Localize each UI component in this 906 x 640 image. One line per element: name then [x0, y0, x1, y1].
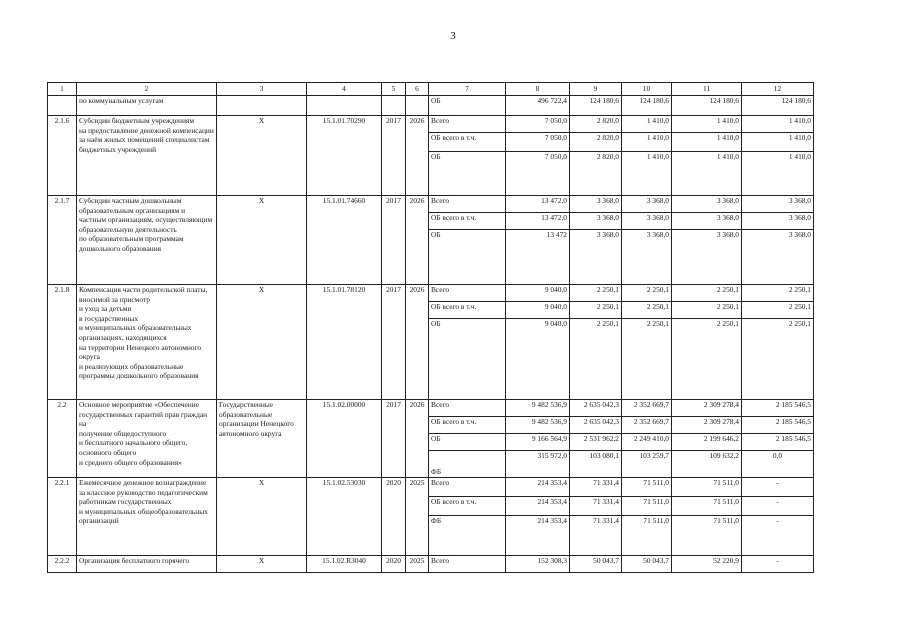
row-number: 2.2.1: [48, 478, 77, 556]
amount-year: 1 410,0: [622, 116, 672, 133]
amount-year: 52 220,9: [672, 556, 742, 573]
amount-year: 124 180,6: [672, 96, 742, 116]
funding-source: ФБ: [429, 516, 506, 556]
amount-total: 9 040,0: [506, 302, 570, 319]
amount-year: 71 511,0: [672, 478, 742, 497]
amount-year: 2 309 278,4: [672, 417, 742, 434]
table-row: [48, 196, 814, 213]
amount-year: 2 199 646,2: [672, 434, 742, 451]
amount-year: 2 250,1: [672, 302, 742, 319]
amount-total: 214 353,4: [506, 478, 570, 497]
amount-total: 9 482 536,9: [506, 417, 570, 434]
executor-cell: Х: [217, 285, 307, 400]
amount-year: 3 368,0: [622, 213, 672, 230]
budget-code: 15.1.02.R3040: [307, 556, 382, 573]
funding-source: ОБ всего в т.ч.: [429, 213, 506, 230]
amount-year: 2 250,1: [570, 302, 622, 319]
budget-code: 15.1.01.70290: [307, 116, 382, 196]
row-number: 2.1.8: [48, 285, 77, 400]
row-number-cell: [48, 96, 77, 116]
amount-year: 1 410,0: [622, 152, 672, 196]
funding-source: ФБ: [429, 451, 506, 478]
amount-year: 3 368,0: [570, 230, 622, 285]
column-header: 2: [77, 83, 217, 96]
amount-total: 152 308,3: [506, 556, 570, 573]
amount-year: 2 250,1: [622, 319, 672, 400]
amount-year: 71 331,4: [570, 516, 622, 556]
end-year: 2025: [406, 478, 429, 556]
amount-year: 2 185 546,5: [742, 417, 814, 434]
amount-year: 1 410,0: [672, 152, 742, 196]
amount-total: 315 972,0: [506, 451, 570, 478]
funding-source: ОБ всего в т.ч.: [429, 133, 506, 152]
executor-cell: Х: [217, 116, 307, 196]
amount-total: 9 482 536,9: [506, 400, 570, 417]
amount-year: 2 635 042,3: [570, 417, 622, 434]
amount-year: 2 250,1: [672, 319, 742, 400]
amount-year: 2 309 278,4: [672, 400, 742, 417]
amount-year: 1 410,0: [742, 133, 814, 152]
row-description: Основное мероприятие «Обеспечение государственных гарантий прав граждан на получение общедоступного и бесплатного начального общего, основного общего и среднего общего образования»: [77, 400, 217, 478]
amount-year: 1 410,0: [672, 116, 742, 133]
amount-year: 124 180,6: [742, 96, 814, 116]
amount-total: 9 040,0: [506, 285, 570, 302]
amount-year: -: [742, 556, 814, 573]
amount-year: -: [742, 516, 814, 556]
row-number: 2.2: [48, 400, 77, 478]
executor-cell: Х: [217, 196, 307, 285]
end-year: 2026: [406, 196, 429, 285]
amount-year: 3 368,0: [672, 196, 742, 213]
amount-year: 1 410,0: [672, 133, 742, 152]
start-year: 2017: [382, 400, 406, 478]
table-row: [48, 116, 814, 133]
row-description: по коммунальным услугам: [77, 96, 217, 116]
amount-year: -: [742, 497, 814, 516]
amount-year: 2 820,0: [570, 116, 622, 133]
start-year: 2017: [382, 116, 406, 196]
amount-year: 2 250,1: [622, 302, 672, 319]
amount-year: 2 352 669,7: [622, 400, 672, 417]
amount-year: 3 368,0: [570, 213, 622, 230]
amount-year: 2 250,1: [742, 319, 814, 400]
start-year: 2017: [382, 285, 406, 400]
end-year: 2026: [406, 400, 429, 478]
column-header: 6: [406, 83, 429, 96]
row-description: Ежемесячное денежное вознаграждение за классное руководство педагогическим работникам государственных и муниципальных общеобразовательных организаций: [77, 478, 217, 556]
amount-total: 7 050,0: [506, 133, 570, 152]
amount-year: 3 368,0: [742, 213, 814, 230]
executor-cell: [217, 96, 307, 116]
amount-year: 3 368,0: [742, 230, 814, 285]
column-header: 7: [429, 83, 506, 96]
funding-source: Всего: [429, 196, 506, 213]
table-row: [48, 96, 814, 116]
amount-year: 71 511,0: [672, 516, 742, 556]
row-number: 2.1.7: [48, 196, 77, 285]
column-header: 5: [382, 83, 406, 96]
amount-total: 9 040,0: [506, 319, 570, 400]
funding-source: ОБ: [429, 434, 506, 451]
column-header: 9: [570, 83, 622, 96]
amount-year: 3 368,0: [742, 196, 814, 213]
amount-year: 2 635 042,3: [570, 400, 622, 417]
table-row: [48, 285, 814, 302]
amount-year: 3 368,0: [672, 213, 742, 230]
table-row: [48, 478, 814, 497]
amount-year: 2 185 546,5: [742, 400, 814, 417]
start-year: 2020: [382, 556, 406, 573]
amount-year: 3 368,0: [570, 196, 622, 213]
amount-year: 2 250,1: [672, 285, 742, 302]
table-row: [48, 556, 814, 573]
amount-total: 13 472: [506, 230, 570, 285]
funding-source: Всего: [429, 400, 506, 417]
amount-year: 71 331,4: [570, 497, 622, 516]
funding-source: ОБ: [429, 152, 506, 196]
program-table: [47, 82, 814, 573]
amount-total: 13 472,0: [506, 196, 570, 213]
budget-code-cell: [307, 96, 382, 116]
start-year: 2020: [382, 478, 406, 556]
table-row: [48, 400, 814, 417]
funding-source: Всего: [429, 478, 506, 497]
amount-year: -: [742, 478, 814, 497]
amount-year: 2 250,1: [742, 302, 814, 319]
funding-source: Всего: [429, 116, 506, 133]
column-header: 4: [307, 83, 382, 96]
amount-year: 2 249 410,0: [622, 434, 672, 451]
amount-year: 2 531 962,2: [570, 434, 622, 451]
row-description: Субсидии бюджетным учреждениям на предоставление денежной компенсации за наём жилых помещений специалистам бюджетных учреждений: [77, 116, 217, 196]
executor-cell: Х: [217, 478, 307, 556]
amount-total: 13 472,0: [506, 213, 570, 230]
amount-year: 2 250,1: [742, 285, 814, 302]
amount-year: 1 410,0: [742, 152, 814, 196]
row-description: Компенсация части родительской платы, вносимой за присмотр и уход за детьми в государственных и муниципальных образовательных организациях, находящихся на территории Ненецкого автономного округа и реализующих образовательные программы дошкольного образования: [77, 285, 217, 400]
column-header: 3: [217, 83, 307, 96]
end-year: 2026: [406, 116, 429, 196]
amount-total: 214 353,4: [506, 497, 570, 516]
amount-year: 71 511,0: [622, 478, 672, 497]
amount-total: 9 166 564,9: [506, 434, 570, 451]
start-year-cell: [382, 96, 406, 116]
amount-year: 3 368,0: [622, 230, 672, 285]
amount-year: 124 180,6: [570, 96, 622, 116]
amount-year: 103 080,1: [570, 451, 622, 478]
amount-year: 71 511,0: [672, 497, 742, 516]
amount-year: 71 331,4: [570, 478, 622, 497]
amount-year: 0,0: [742, 451, 814, 478]
executor-cell: Х: [217, 556, 307, 573]
row-description: Субсидии частным дошкольным образовательным организациям и частным организациям, осуществляющим образовательную деятельность по образовательным программам дошкольного образования: [77, 196, 217, 285]
row-number: 2.1.6: [48, 116, 77, 196]
amount-year: 1 410,0: [742, 116, 814, 133]
amount-year: 103 259,7: [622, 451, 672, 478]
amount-year: 2 820,0: [570, 133, 622, 152]
amount-year: 71 511,0: [622, 497, 672, 516]
amount-year: 2 820,0: [570, 152, 622, 196]
amount-total: 214 353,4: [506, 516, 570, 556]
amount-total: 7 050,0: [506, 116, 570, 133]
amount-year: 3 368,0: [622, 196, 672, 213]
amount-year: 2 250,1: [570, 319, 622, 400]
funding-source: ОБ всего в т.ч.: [429, 302, 506, 319]
amount-year: 2 352 669,7: [622, 417, 672, 434]
amount-year: 71 511,0: [622, 516, 672, 556]
start-year: 2017: [382, 196, 406, 285]
amount-year: 124 180,6: [622, 96, 672, 116]
amount-year: 50 043,7: [622, 556, 672, 573]
column-header: 8: [506, 83, 570, 96]
amount-year: 2 185 546,5: [742, 434, 814, 451]
end-year: 2025: [406, 556, 429, 573]
budget-code: 15.1.01.78120: [307, 285, 382, 400]
amount-total: 7 050,0: [506, 152, 570, 196]
executor-cell: Государственные образовательные организации Ненецкого автономного округа: [217, 400, 307, 478]
amount-year: 50 043,7: [570, 556, 622, 573]
amount-total: 496 722,4: [506, 96, 570, 116]
funding-source: Всего: [429, 556, 506, 573]
budget-code: 15.1.01.74660: [307, 196, 382, 285]
page-number: 3: [450, 30, 456, 42]
amount-year: 3 368,0: [672, 230, 742, 285]
end-year: 2026: [406, 285, 429, 400]
column-header: 12: [742, 83, 814, 96]
funding-source: ОБ: [429, 96, 506, 116]
funding-source: Всего: [429, 285, 506, 302]
amount-year: 1 410,0: [622, 133, 672, 152]
budget-code: 15.1.02.53030: [307, 478, 382, 556]
column-header: 11: [672, 83, 742, 96]
funding-source: ОБ всего в т.ч.: [429, 497, 506, 516]
budget-code: 15.1.02.00000: [307, 400, 382, 478]
column-number-row: [48, 83, 814, 96]
row-number: 2.2.2: [48, 556, 77, 573]
column-header: 1: [48, 83, 77, 96]
column-header: 10: [622, 83, 672, 96]
amount-year: 2 250,1: [570, 285, 622, 302]
funding-source: ОБ: [429, 319, 506, 400]
row-description: Организация бесплатного горячего: [77, 556, 217, 573]
amount-year: 109 632,2: [672, 451, 742, 478]
amount-year: 2 250,1: [622, 285, 672, 302]
funding-source: ОБ всего в т.ч.: [429, 417, 506, 434]
end-year-cell: [406, 96, 429, 116]
funding-source: ОБ: [429, 230, 506, 285]
